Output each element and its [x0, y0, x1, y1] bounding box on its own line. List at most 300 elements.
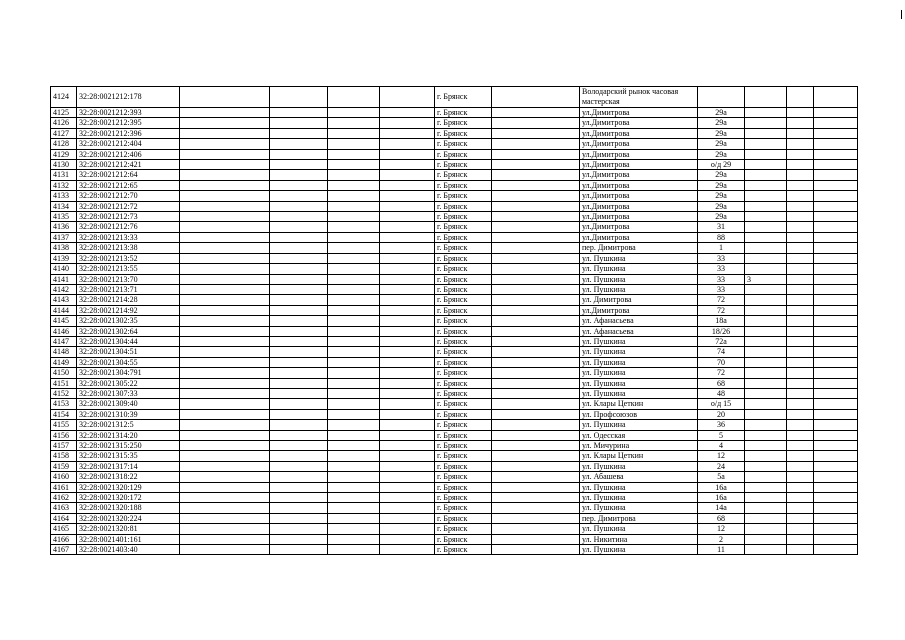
cadastral-number-cell: 32:28:0021213:52 — [77, 253, 180, 263]
city-cell: г. Брянск — [435, 128, 492, 138]
house-number-cell: 12 — [698, 524, 745, 534]
table-row — [51, 180, 858, 190]
empty-cell — [180, 222, 270, 232]
empty-cell — [180, 347, 270, 357]
empty-cell — [180, 139, 270, 149]
city-cell: г. Брянск — [435, 451, 492, 461]
empty-cell — [814, 420, 858, 430]
extra-cell — [745, 253, 787, 263]
empty-cell — [814, 503, 858, 513]
empty-cell — [787, 347, 814, 357]
empty-cell — [787, 513, 814, 523]
cadastral-number-cell: 32:28:0021304:51 — [77, 347, 180, 357]
empty-cell — [270, 326, 328, 336]
city-cell: г. Брянск — [435, 399, 492, 409]
empty-cell — [787, 326, 814, 336]
row-number-cell: 4149 — [51, 357, 77, 367]
house-number-cell: 4 — [698, 441, 745, 451]
empty-cell — [270, 201, 328, 211]
empty-cell — [492, 482, 580, 492]
empty-cell — [492, 295, 580, 305]
cadastral-number-cell: 32:28:0021315:250 — [77, 441, 180, 451]
row-number-cell: 4151 — [51, 378, 77, 388]
empty-cell — [328, 378, 380, 388]
empty-cell — [180, 253, 270, 263]
house-number-cell: 48 — [698, 388, 745, 398]
extra-cell — [745, 420, 787, 430]
cadastral-number-cell: 32:28:0021317:14 — [77, 461, 180, 471]
house-number-cell: 29а — [698, 139, 745, 149]
street-cell: ул. Пушкина — [580, 493, 698, 503]
cadastral-number-cell: 32:28:0021315:35 — [77, 451, 180, 461]
row-number-cell: 4165 — [51, 524, 77, 534]
row-number-cell: 4161 — [51, 482, 77, 492]
empty-cell — [787, 482, 814, 492]
empty-cell — [814, 305, 858, 315]
empty-cell — [787, 545, 814, 555]
empty-cell — [787, 87, 814, 108]
street-cell: ул.Димитрова — [580, 128, 698, 138]
extra-cell — [745, 368, 787, 378]
row-number-cell: 4125 — [51, 108, 77, 118]
house-number-cell: о/д 29 — [698, 160, 745, 170]
street-cell: ул.Димитрова — [580, 139, 698, 149]
empty-cell — [180, 170, 270, 180]
edge-mark — [901, 10, 902, 19]
empty-cell — [814, 201, 858, 211]
street-cell: ул. Пушкина — [580, 274, 698, 284]
street-cell: ул. Пушкина — [580, 482, 698, 492]
row-number-cell: 4159 — [51, 461, 77, 471]
empty-cell — [180, 441, 270, 451]
empty-cell — [814, 243, 858, 253]
house-number-cell: 2 — [698, 534, 745, 544]
table-row — [51, 430, 858, 440]
empty-cell — [328, 316, 380, 326]
empty-cell — [328, 409, 380, 419]
empty-cell — [270, 243, 328, 253]
city-cell: г. Брянск — [435, 524, 492, 534]
empty-cell — [787, 243, 814, 253]
table-row — [51, 253, 858, 263]
cadastral-number-cell: 32:28:0021212:421 — [77, 160, 180, 170]
city-cell: г. Брянск — [435, 139, 492, 149]
house-number-cell: 33 — [698, 253, 745, 263]
street-cell: ул. Клары Цеткин — [580, 451, 698, 461]
empty-cell — [270, 180, 328, 190]
empty-cell — [492, 378, 580, 388]
cadastral-number-cell: 32:28:0021320:129 — [77, 482, 180, 492]
empty-cell — [787, 253, 814, 263]
empty-cell — [380, 201, 435, 211]
extra-cell — [745, 128, 787, 138]
table-row — [51, 441, 858, 451]
empty-cell — [380, 420, 435, 430]
empty-cell — [180, 451, 270, 461]
empty-cell — [328, 139, 380, 149]
house-number-cell: 1 — [698, 243, 745, 253]
street-cell: ул. Пушкина — [580, 388, 698, 398]
street-cell: ул.Димитрова — [580, 180, 698, 190]
empty-cell — [787, 441, 814, 451]
empty-cell — [328, 180, 380, 190]
cadastral-number-cell: 32:28:0021212:65 — [77, 180, 180, 190]
cadastral-number-cell: 32:28:0021212:73 — [77, 212, 180, 222]
empty-cell — [328, 118, 380, 128]
empty-cell — [380, 243, 435, 253]
cadastral-number-cell: 32:28:0021212:404 — [77, 139, 180, 149]
empty-cell — [270, 461, 328, 471]
empty-cell — [492, 160, 580, 170]
city-cell: г. Брянск — [435, 545, 492, 555]
empty-cell — [814, 347, 858, 357]
table-row — [51, 409, 858, 419]
city-cell: г. Брянск — [435, 212, 492, 222]
empty-cell — [180, 472, 270, 482]
empty-cell — [380, 253, 435, 263]
empty-cell — [180, 368, 270, 378]
empty-cell — [180, 128, 270, 138]
empty-cell — [328, 534, 380, 544]
empty-cell — [328, 243, 380, 253]
cadastral-number-cell: 32:28:0021213:70 — [77, 274, 180, 284]
empty-cell — [787, 295, 814, 305]
house-number-cell: 31 — [698, 222, 745, 232]
house-number-cell: 74 — [698, 347, 745, 357]
empty-cell — [180, 87, 270, 108]
house-number-cell: 33 — [698, 274, 745, 284]
street-cell: ул.Димитрова — [580, 212, 698, 222]
empty-cell — [492, 253, 580, 263]
row-number-cell: 4150 — [51, 368, 77, 378]
row-number-cell: 4154 — [51, 409, 77, 419]
cadastral-number-cell: 32:28:0021212:396 — [77, 128, 180, 138]
empty-cell — [328, 347, 380, 357]
empty-cell — [787, 503, 814, 513]
empty-cell — [787, 264, 814, 274]
empty-cell — [787, 128, 814, 138]
house-number-cell: 29а — [698, 108, 745, 118]
house-number-cell: 24 — [698, 461, 745, 471]
house-number-cell: 18/26 — [698, 326, 745, 336]
table-row — [51, 149, 858, 159]
city-cell: г. Брянск — [435, 388, 492, 398]
cadastral-number-cell: 32:28:0021320:172 — [77, 493, 180, 503]
cadastral-number-cell: 32:28:0021305:22 — [77, 378, 180, 388]
city-cell: г. Брянск — [435, 170, 492, 180]
empty-cell — [270, 232, 328, 242]
empty-cell — [328, 357, 380, 367]
empty-cell — [380, 295, 435, 305]
empty-cell — [328, 441, 380, 451]
street-cell: ул. Пушкина — [580, 368, 698, 378]
city-cell: г. Брянск — [435, 326, 492, 336]
extra-cell: 3 — [745, 274, 787, 284]
street-cell: ул. Пушкина — [580, 264, 698, 274]
empty-cell — [814, 191, 858, 201]
empty-cell — [270, 513, 328, 523]
row-number-cell: 4130 — [51, 160, 77, 170]
empty-cell — [180, 274, 270, 284]
empty-cell — [787, 357, 814, 367]
empty-cell — [328, 388, 380, 398]
empty-cell — [492, 534, 580, 544]
empty-cell — [492, 232, 580, 242]
street-cell: ул.Димитрова — [580, 160, 698, 170]
empty-cell — [814, 493, 858, 503]
empty-cell — [814, 284, 858, 294]
empty-cell — [180, 118, 270, 128]
city-cell: г. Брянск — [435, 108, 492, 118]
cadastral-number-cell: 32:28:0021214:92 — [77, 305, 180, 315]
house-number-cell: 29а — [698, 201, 745, 211]
empty-cell — [814, 160, 858, 170]
street-cell: ул. Пушкина — [580, 524, 698, 534]
empty-cell — [270, 503, 328, 513]
empty-cell — [270, 430, 328, 440]
cadastral-number-cell: 32:28:0021212:395 — [77, 118, 180, 128]
extra-cell — [745, 513, 787, 523]
table-row — [51, 472, 858, 482]
table-row — [51, 336, 858, 346]
empty-cell — [814, 472, 858, 482]
city-cell: г. Брянск — [435, 503, 492, 513]
row-number-cell: 4148 — [51, 347, 77, 357]
cadastral-number-cell: 32:28:0021212:70 — [77, 191, 180, 201]
table-row — [51, 284, 858, 294]
empty-cell — [328, 232, 380, 242]
empty-cell — [180, 461, 270, 471]
table-row — [51, 545, 858, 555]
house-number-cell: 33 — [698, 284, 745, 294]
extra-cell — [745, 461, 787, 471]
empty-cell — [814, 274, 858, 284]
table-row — [51, 524, 858, 534]
city-cell: г. Брянск — [435, 482, 492, 492]
empty-cell — [814, 232, 858, 242]
cadastral-number-cell: 32:28:0021320:188 — [77, 503, 180, 513]
street-cell: ул. Пушкина — [580, 545, 698, 555]
cadastral-number-cell: 32:28:0021212:64 — [77, 170, 180, 180]
city-cell: г. Брянск — [435, 305, 492, 315]
house-number-cell: 29а — [698, 128, 745, 138]
empty-cell — [270, 347, 328, 357]
empty-cell — [380, 212, 435, 222]
empty-cell — [814, 170, 858, 180]
empty-cell — [492, 326, 580, 336]
empty-cell — [492, 180, 580, 190]
empty-cell — [787, 524, 814, 534]
empty-cell — [270, 545, 328, 555]
empty-cell — [328, 336, 380, 346]
house-number-cell: 14а — [698, 503, 745, 513]
empty-cell — [180, 295, 270, 305]
empty-cell — [380, 534, 435, 544]
table-row — [51, 212, 858, 222]
empty-cell — [270, 357, 328, 367]
empty-cell — [180, 503, 270, 513]
empty-cell — [180, 243, 270, 253]
empty-cell — [270, 212, 328, 222]
extra-cell — [745, 108, 787, 118]
house-number-cell: 72 — [698, 295, 745, 305]
extra-cell — [745, 191, 787, 201]
empty-cell — [328, 201, 380, 211]
extra-cell — [745, 451, 787, 461]
empty-cell — [380, 399, 435, 409]
row-number-cell: 4145 — [51, 316, 77, 326]
empty-cell — [380, 274, 435, 284]
extra-cell — [745, 326, 787, 336]
empty-cell — [492, 139, 580, 149]
empty-cell — [380, 472, 435, 482]
empty-cell — [328, 326, 380, 336]
empty-cell — [814, 399, 858, 409]
empty-cell — [787, 493, 814, 503]
empty-cell — [328, 295, 380, 305]
empty-cell — [328, 87, 380, 108]
table-row — [51, 451, 858, 461]
street-cell: ул.Димитрова — [580, 149, 698, 159]
row-number-cell: 4147 — [51, 336, 77, 346]
table-row — [51, 378, 858, 388]
empty-cell — [380, 160, 435, 170]
extra-cell — [745, 305, 787, 315]
street-cell: Володарский рынок часовая мастерская — [580, 87, 698, 108]
empty-cell — [270, 284, 328, 294]
row-number-cell: 4167 — [51, 545, 77, 555]
house-number-cell: 5а — [698, 472, 745, 482]
city-cell: г. Брянск — [435, 347, 492, 357]
cadastral-number-cell: 32:28:0021304:55 — [77, 357, 180, 367]
extra-cell — [745, 399, 787, 409]
empty-cell — [492, 513, 580, 523]
empty-cell — [180, 284, 270, 294]
street-cell: ул. Пушкина — [580, 347, 698, 357]
empty-cell — [787, 108, 814, 118]
empty-cell — [814, 378, 858, 388]
empty-cell — [492, 388, 580, 398]
empty-cell — [787, 430, 814, 440]
empty-cell — [270, 336, 328, 346]
empty-cell — [180, 534, 270, 544]
extra-cell — [745, 493, 787, 503]
empty-cell — [270, 191, 328, 201]
extra-cell — [745, 295, 787, 305]
row-number-cell: 4162 — [51, 493, 77, 503]
empty-cell — [492, 472, 580, 482]
empty-cell — [180, 149, 270, 159]
empty-cell — [814, 87, 858, 108]
empty-cell — [270, 170, 328, 180]
empty-cell — [814, 388, 858, 398]
house-number-cell: 11 — [698, 545, 745, 555]
empty-cell — [787, 420, 814, 430]
extra-cell — [745, 264, 787, 274]
extra-cell — [745, 212, 787, 222]
city-cell: г. Брянск — [435, 264, 492, 274]
city-cell: г. Брянск — [435, 461, 492, 471]
cadastral-number-cell: 32:28:0021314:20 — [77, 430, 180, 440]
city-cell: г. Брянск — [435, 284, 492, 294]
street-cell: ул. Пушкина — [580, 284, 698, 294]
table-row — [51, 191, 858, 201]
city-cell: г. Брянск — [435, 409, 492, 419]
extra-cell — [745, 482, 787, 492]
row-number-cell: 4128 — [51, 139, 77, 149]
empty-cell — [787, 472, 814, 482]
empty-cell — [380, 441, 435, 451]
extra-cell — [745, 87, 787, 108]
empty-cell — [180, 336, 270, 346]
row-number-cell: 4152 — [51, 388, 77, 398]
empty-cell — [328, 430, 380, 440]
empty-cell — [787, 399, 814, 409]
house-number-cell: 36 — [698, 420, 745, 430]
empty-cell — [492, 357, 580, 367]
street-cell: ул. Одесская — [580, 430, 698, 440]
cadastral-number-cell: 32:28:0021304:44 — [77, 336, 180, 346]
empty-cell — [270, 388, 328, 398]
cadastral-number-cell: 32:28:0021403:40 — [77, 545, 180, 555]
empty-cell — [787, 232, 814, 242]
empty-cell — [380, 222, 435, 232]
empty-cell — [380, 180, 435, 190]
table-row — [51, 128, 858, 138]
street-cell: ул. Пушкина — [580, 461, 698, 471]
city-cell: г. Брянск — [435, 253, 492, 263]
cadastral-number-cell: 32:28:0021214:28 — [77, 295, 180, 305]
empty-cell — [380, 409, 435, 419]
empty-cell — [380, 336, 435, 346]
empty-cell — [380, 388, 435, 398]
empty-cell — [270, 160, 328, 170]
table-row — [51, 232, 858, 242]
empty-cell — [180, 378, 270, 388]
empty-cell — [328, 472, 380, 482]
empty-cell — [270, 534, 328, 544]
table-row — [51, 461, 858, 471]
row-number-cell: 4142 — [51, 284, 77, 294]
extra-cell — [745, 347, 787, 357]
house-number-cell: 70 — [698, 357, 745, 367]
empty-cell — [270, 118, 328, 128]
row-number-cell: 4138 — [51, 243, 77, 253]
row-number-cell: 4132 — [51, 180, 77, 190]
cadastral-number-cell: 32:28:0021212:178 — [77, 87, 180, 108]
empty-cell — [814, 409, 858, 419]
empty-cell — [492, 128, 580, 138]
table-row — [51, 368, 858, 378]
street-cell: ул. Никитина — [580, 534, 698, 544]
empty-cell — [787, 368, 814, 378]
house-number-cell: 29а — [698, 149, 745, 159]
empty-cell — [787, 534, 814, 544]
empty-cell — [180, 388, 270, 398]
row-number-cell: 4140 — [51, 264, 77, 274]
table-row — [51, 87, 858, 108]
empty-cell — [270, 253, 328, 263]
empty-cell — [787, 451, 814, 461]
empty-cell — [380, 316, 435, 326]
row-number-cell: 4143 — [51, 295, 77, 305]
extra-cell — [745, 316, 787, 326]
empty-cell — [814, 149, 858, 159]
street-cell: ул.Димитрова — [580, 191, 698, 201]
street-cell: ул. Пушкина — [580, 378, 698, 388]
house-number-cell: 12 — [698, 451, 745, 461]
empty-cell — [492, 274, 580, 284]
